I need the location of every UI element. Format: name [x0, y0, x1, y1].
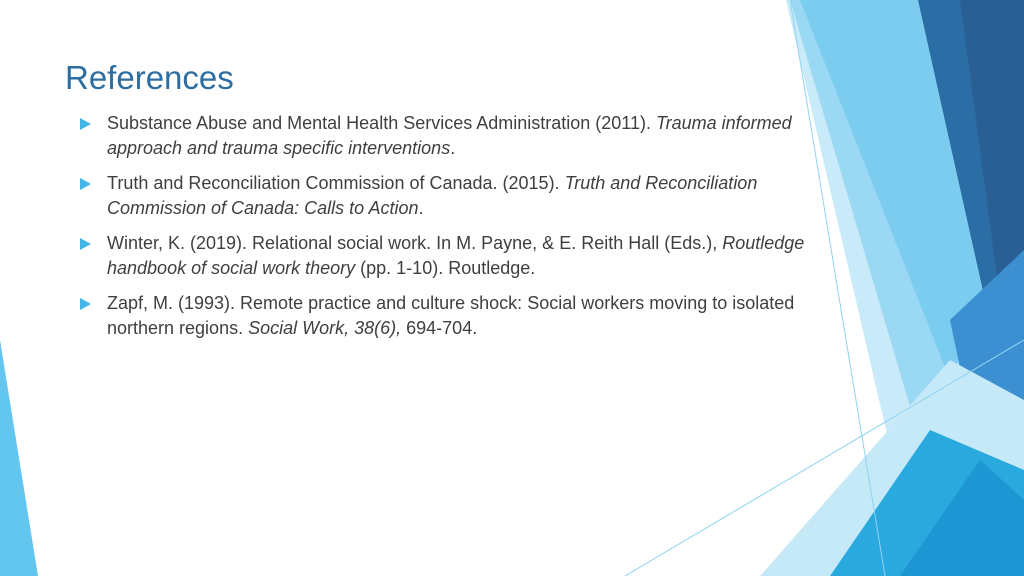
reference-text: Winter, K. (2019). Relational social work. In M. Payne, & E. Reith Hall (Eds.), — [107, 233, 723, 253]
list-item — [76, 111, 816, 161]
reference-text: Substance Abuse and Mental Health Services Administration (2011). — [107, 113, 656, 133]
list-item — [76, 231, 816, 281]
right-triangle-bullet-icon — [80, 118, 91, 130]
references-list — [76, 111, 816, 351]
reference-text: Truth and Reconciliation Commission of Canada. (2015). — [107, 173, 565, 193]
reference-text: Zapf, M. (1993). Remote practice and culture shock: Social workers moving to isolated northern regions. — [107, 293, 795, 338]
reference-tail: . — [418, 198, 424, 218]
list-item — [76, 291, 816, 341]
right-triangle-bullet-icon — [80, 298, 91, 310]
page-title: References — [65, 59, 234, 96]
right-triangle-bullet-icon — [80, 178, 91, 190]
reference-tail: (pp. 1-10). Routledge. — [355, 258, 536, 278]
right-triangle-bullet-icon — [80, 238, 91, 250]
list-item — [76, 171, 816, 221]
left-accent-shape — [0, 340, 38, 576]
reference-tail: . — [450, 138, 456, 158]
reference-title: Routledge handbook of social work theory — [107, 233, 805, 278]
reference-tail: 694-704. — [401, 318, 478, 338]
reference-title: Truth and Reconciliation Commission of Canada: Calls to Action — [107, 173, 758, 218]
reference-title: Trauma informed approach and trauma specific interventions — [107, 113, 792, 158]
reference-title: Social Work, 38(6), — [248, 318, 402, 338]
